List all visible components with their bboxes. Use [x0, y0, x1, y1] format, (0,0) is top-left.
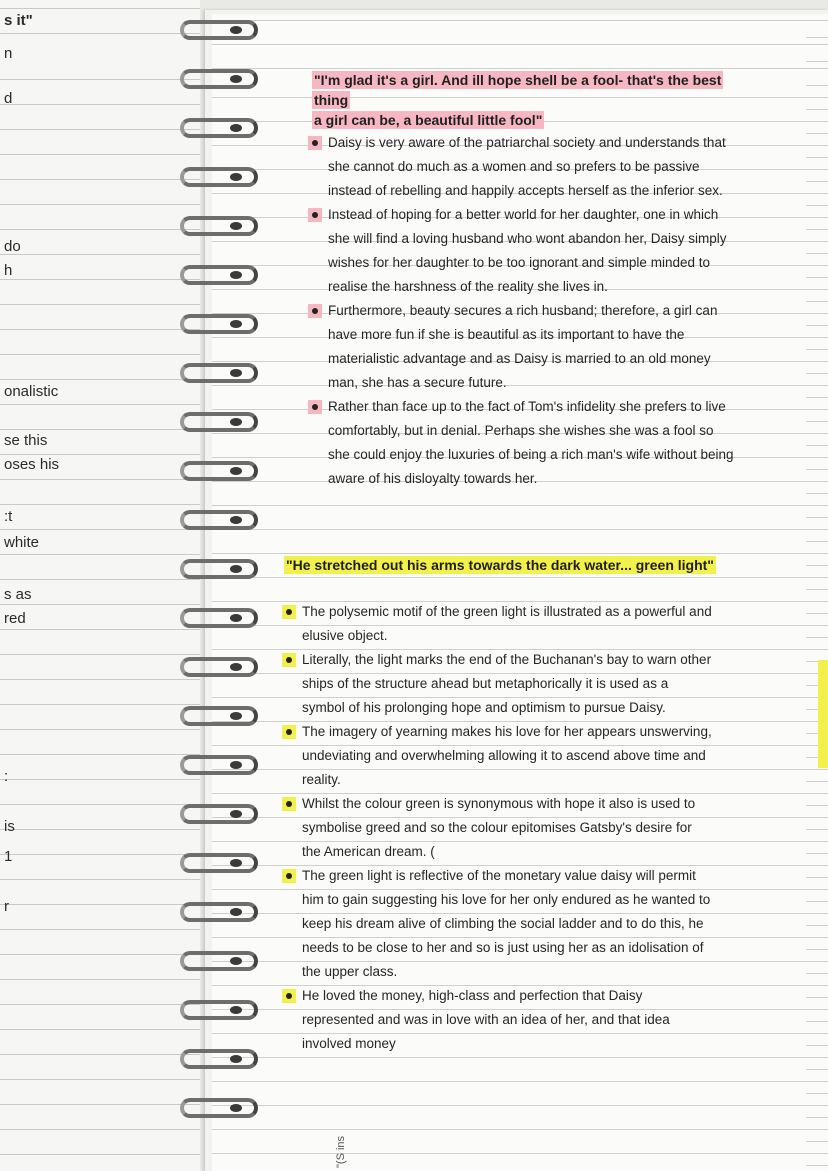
left-fragment: red: [4, 610, 26, 627]
point-text: Daisy is very aware of the patriarchal society and understands that she cannot do much as a women and so prefers to be passive instead of rebelling and happily accepts herself as the inferior sex.: [328, 135, 726, 198]
bullet-icon: [308, 400, 322, 414]
list-item: [308, 131, 738, 203]
left-fragment: d: [4, 90, 13, 107]
bullet-icon: [282, 869, 296, 883]
point-text: The polysemic motif of the green light is illustrated as a powerful and elusive object.: [302, 604, 712, 643]
bullet-icon: [282, 653, 296, 667]
left-fragment: white: [4, 534, 40, 551]
left-fragment: oses his: [4, 456, 60, 473]
green-light-analysis-list: [282, 600, 712, 1056]
bullet-icon: [282, 725, 296, 739]
quote-green-light: [284, 555, 744, 575]
point-text: Whilst the colour green is synonymous with hope it also is used to symbolise greed and so the colour epitomises Gatsby's desire for the American dream. (: [302, 796, 696, 859]
bullet-icon: [282, 797, 296, 811]
list-item: [308, 299, 738, 395]
list-item: [282, 720, 712, 792]
list-item: [308, 395, 738, 491]
bullet-icon: [308, 208, 322, 222]
left-fragment: is: [4, 818, 15, 835]
list-item: [282, 984, 712, 1056]
list-item: [282, 864, 712, 984]
bullet-icon: [308, 136, 322, 150]
point-text: The imagery of yearning makes his love for her appears unswerving, undeviating and overwhelming allowing it to ascend above time and reality.: [302, 724, 712, 787]
left-fragment: r: [4, 898, 9, 915]
left-fragment: h: [4, 262, 13, 279]
point-text: Literally, the light marks the end of the Buchanan's bay to warn other ships of the structure ahead but metaphorically it is used as a symbol of his prolonging hope and optimism to pursue Daisy.: [302, 652, 712, 715]
list-item: [282, 792, 712, 864]
quote-line: a girl can be, a beautiful little fool": [314, 112, 543, 128]
left-fragment: :: [4, 768, 9, 785]
bullet-icon: [308, 304, 322, 318]
left-fragment: n: [4, 45, 13, 62]
point-text: Furthermore, beauty secures a rich husband; therefore, a girl can have more fun if she is beautiful as its important to have the materialistic advantage and as Daisy is married to an old money man, she has a secure future.: [328, 303, 718, 390]
quote-daisy: [312, 70, 742, 130]
left-fragment: do: [4, 238, 21, 255]
left-fragment: s as: [4, 586, 32, 603]
daisy-analysis-list: [308, 131, 738, 491]
quote-line: "He stretched out his arms towards the dark water... green light": [286, 557, 714, 573]
point-text: The green light is reflective of the monetary value daisy will permit him to gain suggesting his love for her only endured as he wanted to keep his dream alive of climbing the social ladder and to do this, he needs to be close to her and so is just using her as an idolisation of the upper class.: [302, 868, 711, 979]
list-item: [282, 600, 712, 648]
bullet-icon: [282, 605, 296, 619]
bullet-icon: [282, 989, 296, 1003]
left-fragment: :t: [4, 508, 13, 525]
point-text: He loved the money, high-class and perfection that Daisy represented and was in love with an idea of her, and that idea involved money: [302, 988, 670, 1051]
left-fragment: 1: [4, 848, 13, 865]
left-fragment: onalistic: [4, 383, 59, 400]
list-item: [308, 203, 738, 299]
list-item: [282, 648, 712, 720]
left-fragment: se this: [4, 432, 48, 449]
next-page-fragment: "(S ins: [335, 1135, 347, 1168]
point-text: Rather than face up to the fact of Tom's infidelity she prefers to live comfortably, but in denial. Perhaps she wishes she was a fool so she could enjoy the luxuries of being a rich man's wife without being aware of his disloyalty towards her.: [328, 399, 734, 486]
left-fragment: s it": [4, 12, 33, 29]
point-text: Instead of hoping for a better world for her daughter, one in which she will find a loving husband who wont abandon her, Daisy simply wishes for her daughter to be too ignorant and simple minded to realise the harshness of the reality she lives in.: [328, 207, 727, 294]
quote-line: "I'm glad it's a girl. And ill hope shell be a fool- that's the best thing: [314, 72, 722, 108]
